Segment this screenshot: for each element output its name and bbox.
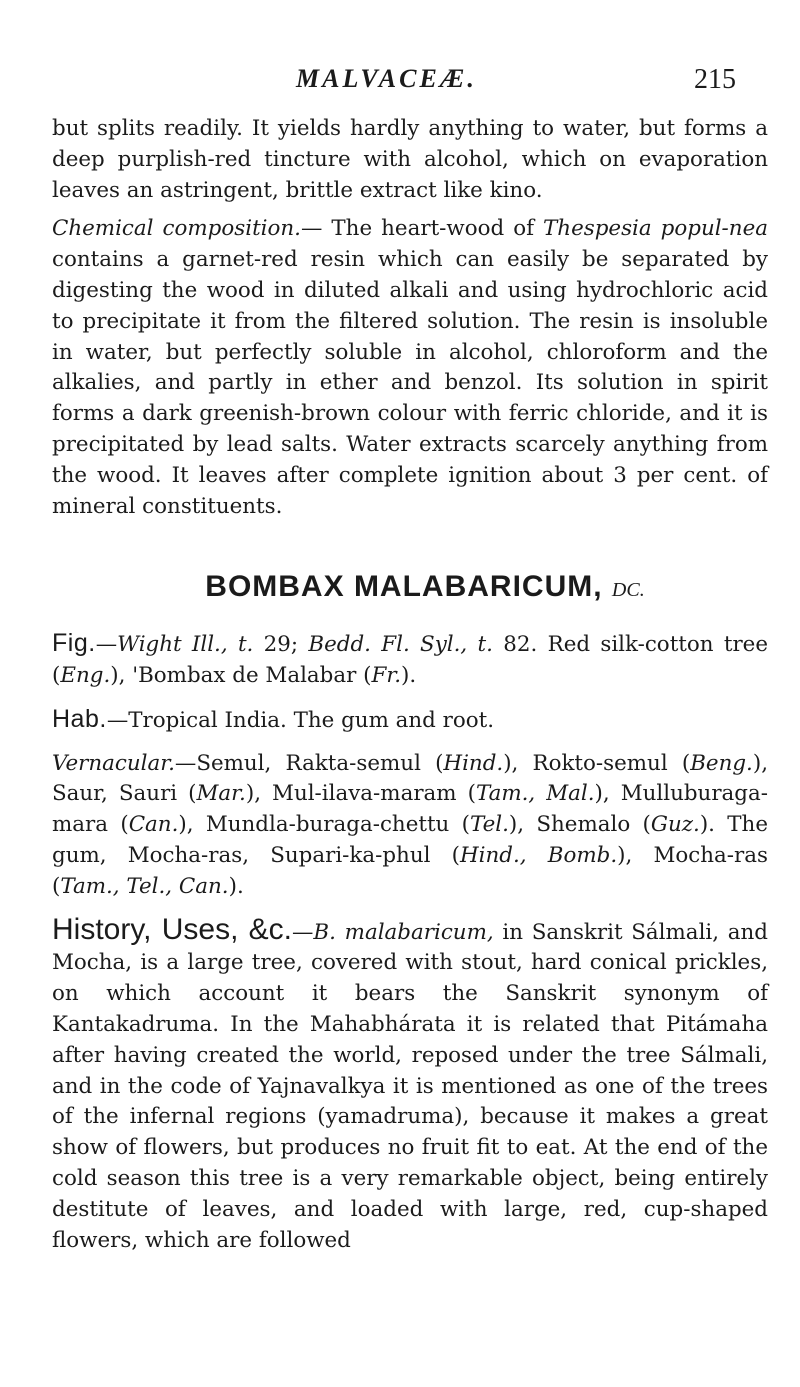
hab-lead: Hab. [52, 704, 107, 733]
intro-paragraph: but splits readily. It yields hardly anything to water, but forms a deep purplish-red tincture with alcohol, which on evaporation leaves an astringent, brittle extract like kino. [52, 116, 768, 203]
vernacular-paragraph: Vernacular.—Semul, Rakta-semul (Hind.), Rokto-semul (Beng.), Saur, Sauri (Mar.), Mul-ilava-maram (Tam., Mal.), Mulluburaga-mara (Can.), Mundla-buraga-chettu (Tel.), Shemalo (Guz.). The gum, Mocha-ras, Supari-ka-phul (Hind., Bomb.), Mocha-ras (Tam., Tel., Can.). [52, 750, 768, 899]
section-heading [52, 572, 768, 606]
species-name: Thespesia popul-nea [543, 216, 768, 242]
history-lead: History, Uses, &c. [52, 912, 293, 946]
page-header [0, 64, 800, 104]
running-head: MALVACEÆ. [296, 64, 477, 93]
fig-paragraph: Fig.—Wight Ill., t. 29; Bedd. Fl. Syl., t. 82. Red silk-cotton tree (Eng.), 'Bombax de Malabar (Fr.). [52, 629, 768, 688]
section-author: DC. [611, 579, 645, 602]
history-paragraph: History, Uses, &c.—B. malabaricum, in Sanskrit Sálmali, and Mocha, is a large tree, covered with stout, hard conical prickles, on which account it bears the Sanskrit synonym of Kantakadruma. In the Mahabhárata it is related that Pitámaha after having created the world, reposed under the tree Sálmali, and in the code of Yajnavalkya it is mentioned as one of the trees of the infernal regions (yamadruma), because it makes a great show of flowers, but produces no fruit fit to eat. At the end of the cold season this tree is a very remarkable object, being entirely destitute of leaves, and loaded with large, red, cup-shaped flowers, which are followed [52, 912, 769, 1253]
vernacular-lead: Vernacular. [52, 750, 175, 776]
section-title: BOMBAX MALABARICUM, [205, 570, 603, 604]
body-text [52, 114, 768, 1256]
chemical-composition-paragraph: Chemical composition.— The heart-wood of Thespesia popul-nea contains a garnet-red resin which can easily be separated by digesting the wood in diluted alkali and using hydrochloric acid to precipitate it from the filtered solution. The resin is insoluble in water, but perfectly soluble in alcohol, chloroform and the alkalies, and partly in ether and benzol. Its solution in spirit forms a dark greenish-brown colour with ferric chloride, and it is precipitated by lead salts. Water extracts scarcely anything from the wood. It leaves after complete ignition about 3 per cent. of mineral constituents. [52, 216, 768, 519]
chemical-composition-lead: Chemical composition. [52, 216, 301, 242]
hab-paragraph: Hab.—Tropical India. The gum and root. [52, 704, 495, 733]
species-name: B. malabaricum, [313, 919, 494, 945]
page-number: 215 [694, 64, 736, 95]
fig-lead: Fig. [52, 629, 96, 658]
